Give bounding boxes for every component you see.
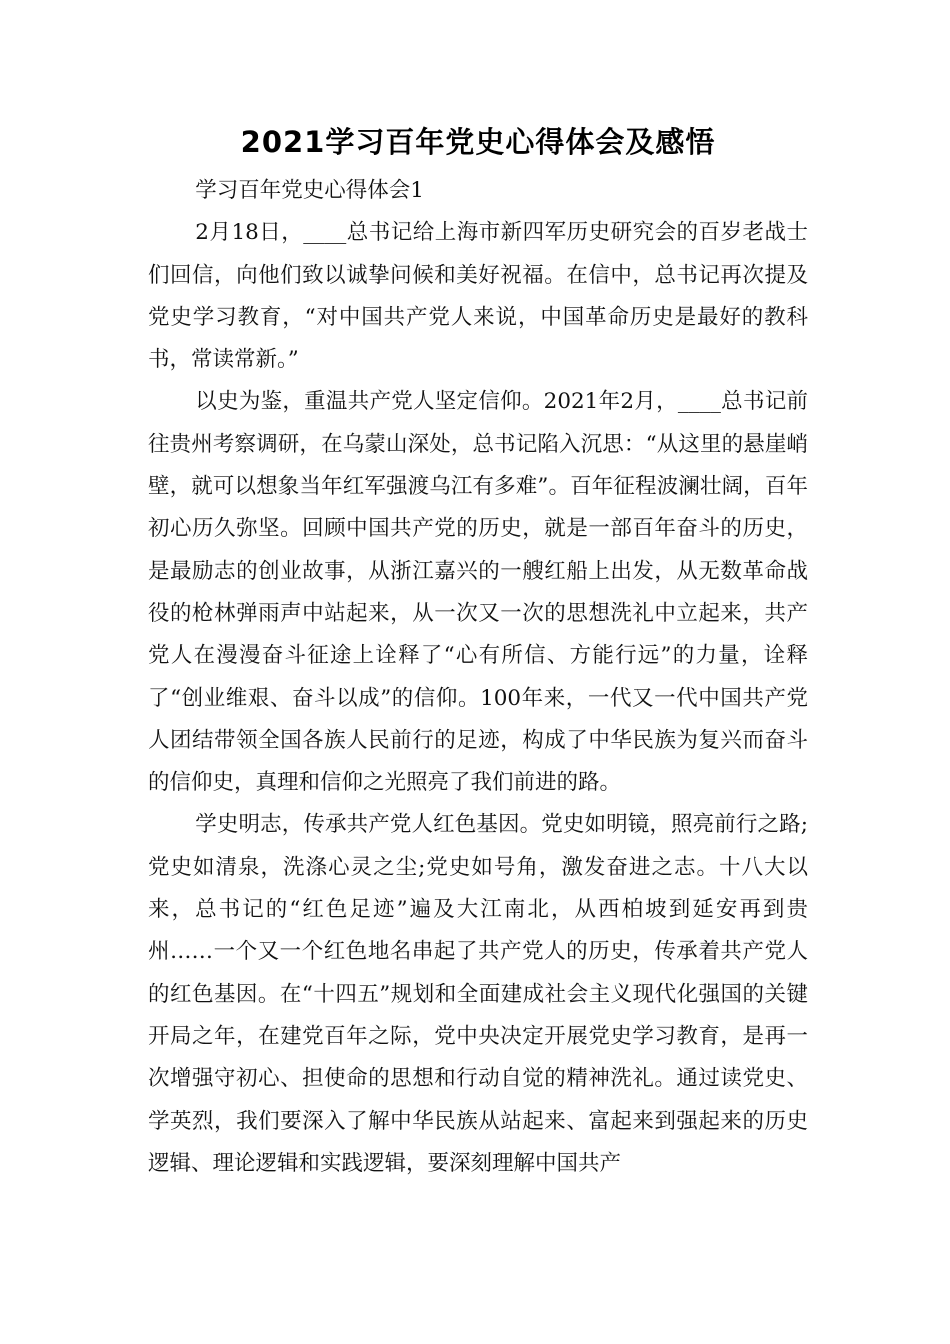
paragraph-2: 以史为鉴，重温共产党人坚定信仰。2021年2月，____总书记前往贵州考察调研，在乌蒙山深处，总书记陷入沉思：“从这里的悬崖峭壁，就可以想象当年红军强渡乌江有多难”。百年征程波澜壮阔，百年初心历久弥坚。回顾中国共产党的历史，就是一部百年奋斗的历史，是最励志的创业故事，从浙江嘉兴的一艘红船上出发，从无数革命战役的枪林弹雨声中站起来，从一次又一次的思想洗礼中立起来，共产党人在漫漫奋斗征途上诠释了“心有所信、方能行远”的力量，诠释了“创业维艰、奋斗以成”的信仰。100年来，一代又一代中国共产党人团结带领全国各族人民前行的足迹，构成了中华民族为复兴而奋斗的信仰史，真理和信仰之光照亮了我们前进的路。: [148, 389, 808, 796]
document-title: 2021学习百年党史心得体会及感悟: [240, 125, 716, 159]
paragraph-1: 2月18日，____总书记给上海市新四军历史研究会的百岁老战士们回信，向他们致以诚挚问候和美好祝福。在信中，总书记再次提及党史学习教育，“对中国共产党人来说，中国革命历史是最好的教科书，常读常新。”: [148, 220, 808, 373]
document-page: [148, 118, 808, 1185]
paragraph-3: 学史明志，传承共产党人红色基因。党史如明镜，照亮前行之路;党史如清泉，洗涤心灵之尘;党史如号角，激发奋进之志。十八大以来，总书记的“红色足迹”遍及大江南北，从西柏坡到延安再到贵州……一个又一个红色地名串起了共产党人的历史，传承着共产党人的红色基因。在“十四五”规划和全面建成社会主义现代化强国的关键开局之年，在建党百年之际，党中央决定开展党史学习教育，是再一次增强守初心、担使命的思想和行动自觉的精神洗礼。通过读党史、学英烈，我们要深入了解中华民族从站起来、富起来到强起来的历史逻辑、理论逻辑和实践逻辑，要深刻理解中国共产: [148, 812, 808, 1176]
section-subtitle: 学习百年党史心得体会1: [195, 178, 424, 203]
